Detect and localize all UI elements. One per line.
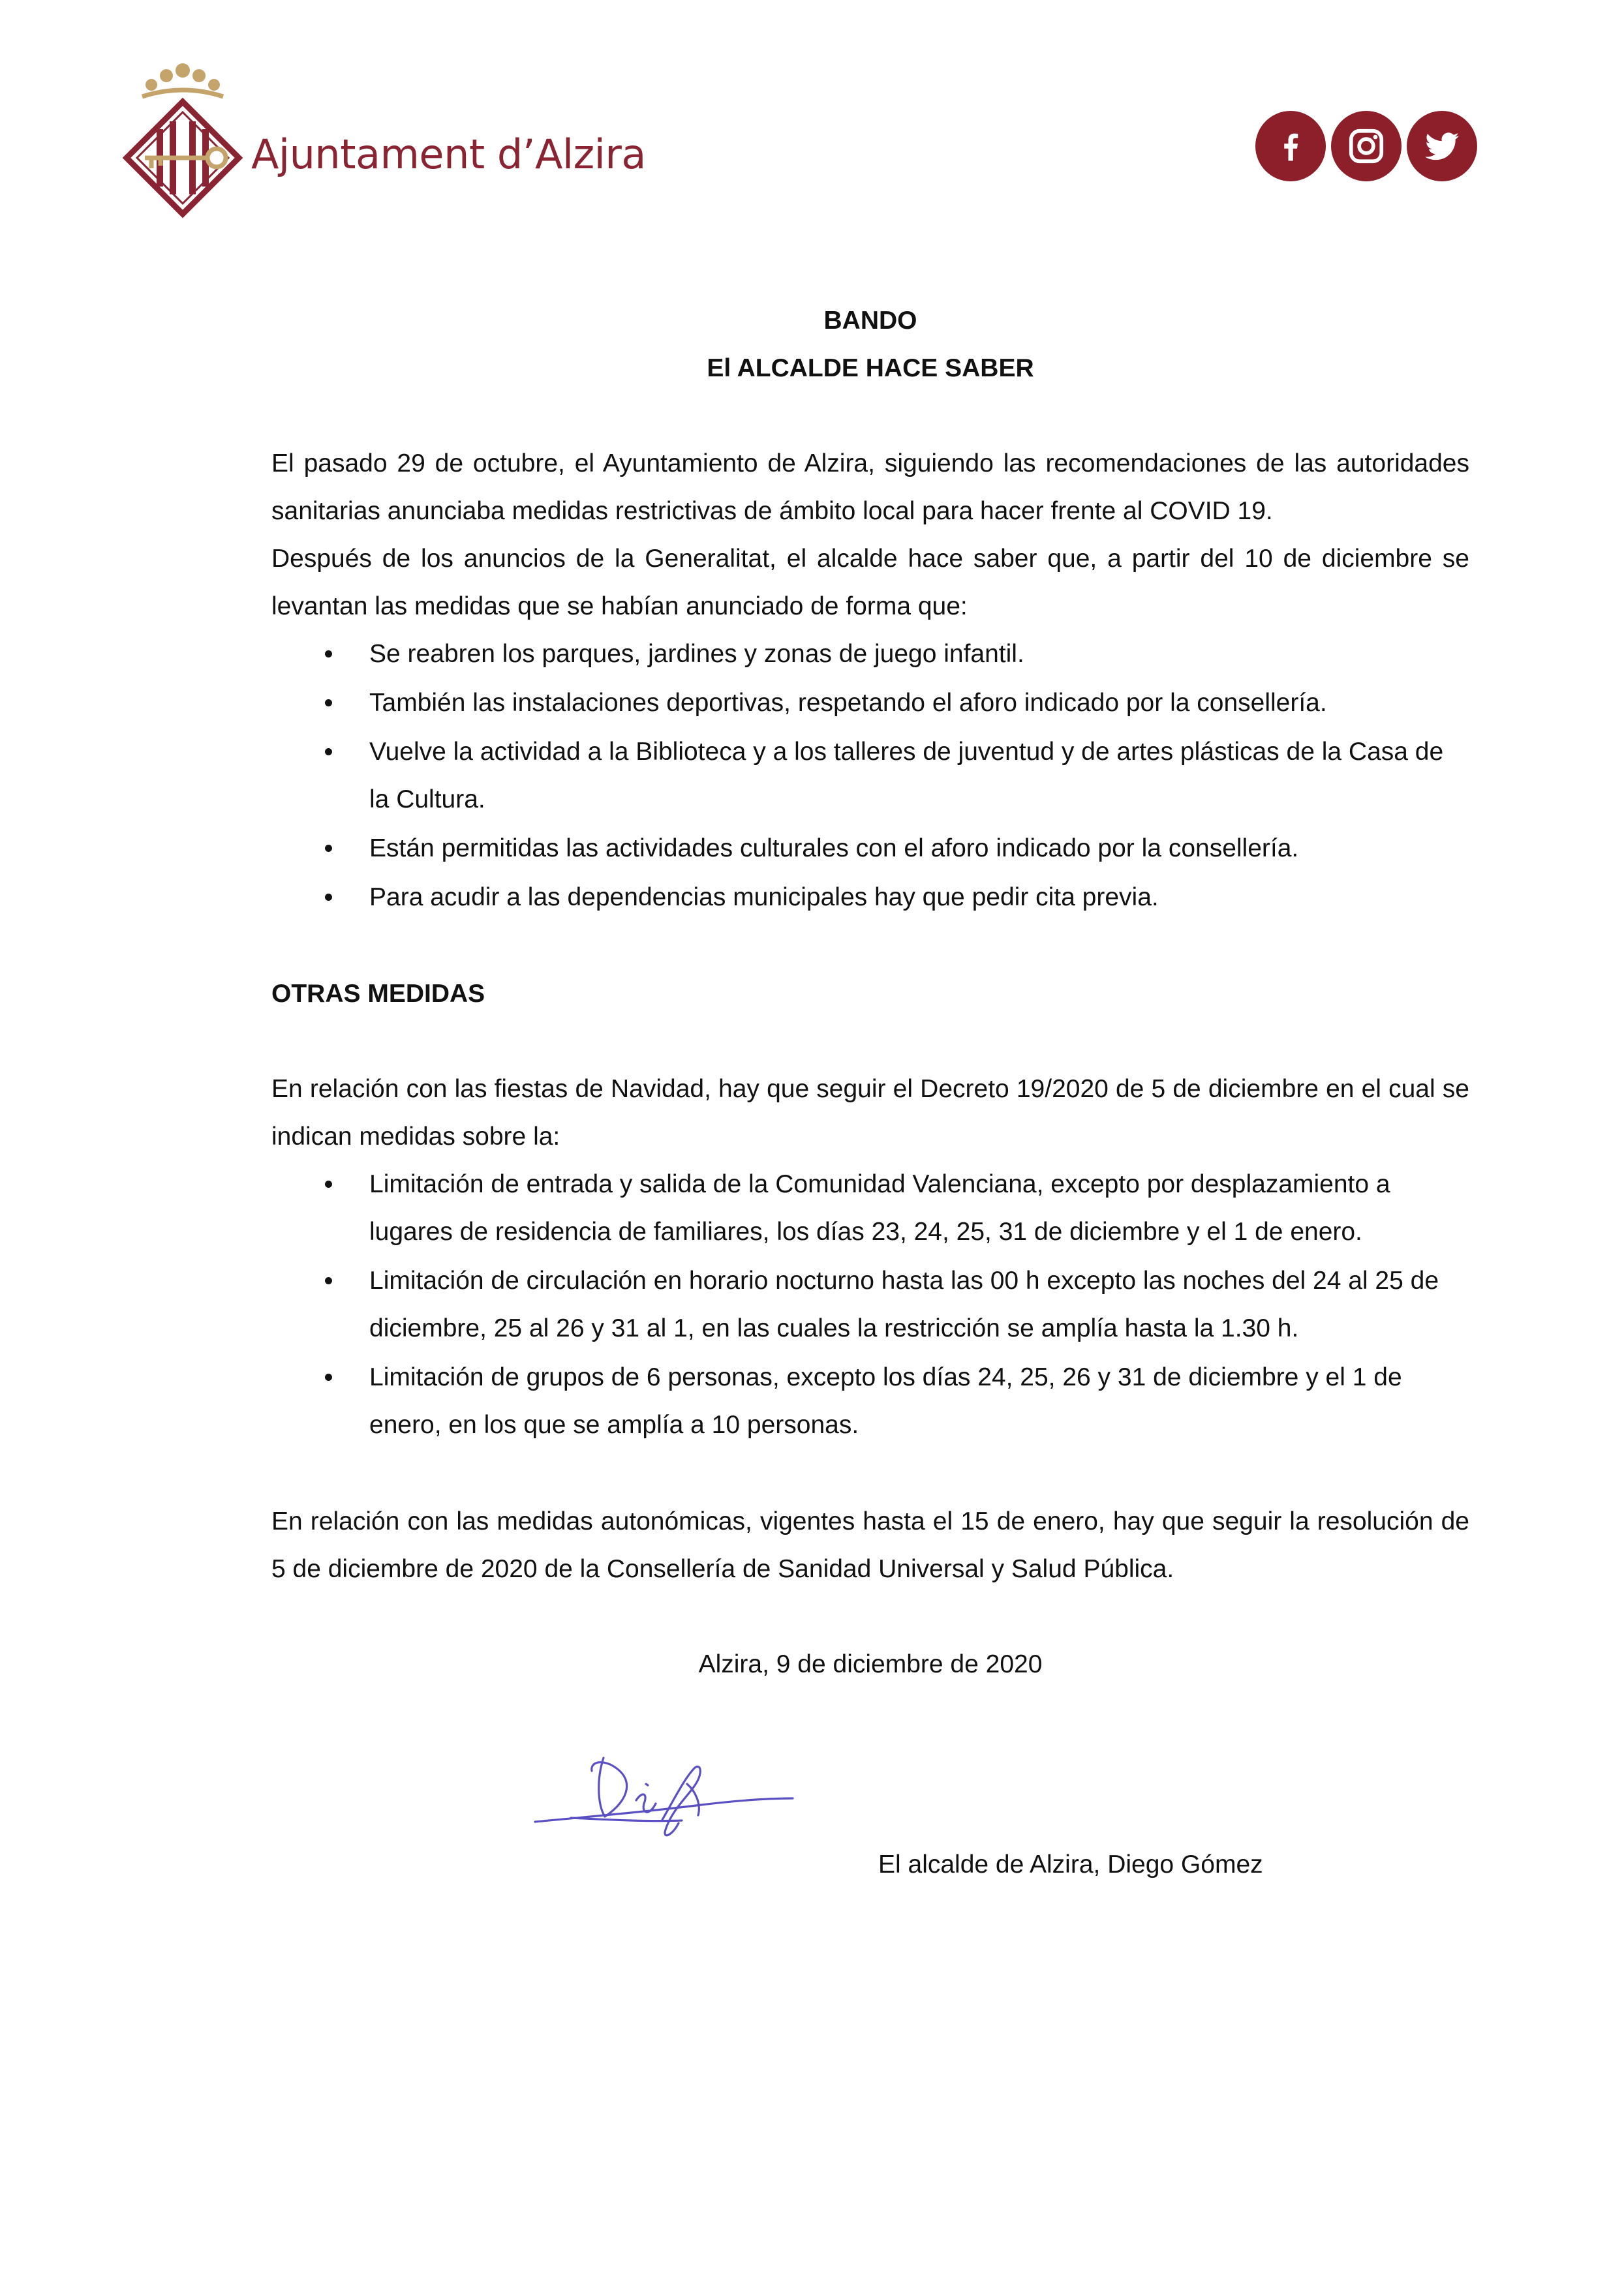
list-item: Limitación de grupos de 6 personas, excepto los días 24, 25, 26 y 31 de diciembre y el 1 de enero, en los que se amplía a 10 personas.	[271, 1353, 1469, 1449]
coat-of-arms-icon	[111, 59, 254, 228]
document-body	[271, 297, 1469, 1688]
list-item: Están permitidas las actividades culturales con el aforo indicado por la consellería.	[271, 824, 1469, 872]
paragraph-christmas: En relación con las fiestas de Navidad, hay que seguir el Decreto 19/2020 de 5 de diciembre en el cual se indican medidas sobre la:	[271, 1075, 1469, 1151]
list-item: Vuelve la actividad a la Biblioteca y a los talleres de juventud y de artes plásticas de la Casa de la Cultura.	[271, 728, 1469, 823]
list-item: Limitación de entrada y salida de la Comunidad Valenciana, excepto por desplazamiento a lugares de residencia de familiares, los días 23, 24, 25, 31 de diciembre y el 1 de enero.	[271, 1160, 1469, 1256]
city-logo	[111, 59, 646, 228]
document-title: BANDO	[823, 307, 917, 335]
lifted-measures-list	[271, 630, 1469, 921]
signature-image	[532, 1738, 858, 1869]
facebook-icon[interactable]	[1255, 111, 1326, 181]
document-date: Alzira, 9 de diciembre de 2020	[698, 1650, 1043, 1678]
list-item: Se reabren los parques, jardines y zonas de juego infantil.	[271, 630, 1469, 678]
list-item: Para acudir a las dependencias municipales hay que pedir cita previa.	[271, 873, 1469, 921]
christmas-measures-list	[271, 1160, 1469, 1449]
social-links	[1255, 111, 1477, 181]
list-item: También las instalaciones deportivas, respetando el aforo indicado por la consellería.	[271, 679, 1469, 727]
signer-name: El alcalde de Alzira, Diego Gómez	[878, 1850, 1263, 1879]
twitter-icon[interactable]	[1407, 111, 1477, 181]
document-subtitle: El ALCALDE HACE SABER	[707, 354, 1034, 382]
instagram-icon[interactable]	[1331, 111, 1402, 181]
paragraph-regional: En relación con las medidas autonómicas, vigentes hasta el 15 de enero, hay que seguir la resolución de 5 de diciembre de 2020 de la Consellería de Sanidad Universal y Salud Pública.	[271, 1507, 1469, 1583]
section-title: OTRAS MEDIDAS	[271, 980, 485, 1008]
paragraph-intro: El pasado 29 de octubre, el Ayuntamiento de Alzira, siguiendo las recomendaciones de las autoridades sanitarias anunciaba medidas restrictivas de ámbito local para hacer frente al COVID 19.	[271, 449, 1469, 525]
paragraph-announcement: Después de los anuncios de la Generalitat, el alcalde hace saber que, a partir del 10 de diciembre se levantan las medidas que se habían anunciado de forma que:	[271, 545, 1469, 620]
city-name: Ajuntament d’Alzira	[251, 130, 646, 178]
list-item: Limitación de circulación en horario nocturno hasta las 00 h excepto las noches del 24 al 25 de diciembre, 25 al 26 y 31 al 1, en las cuales la restricción se amplía hasta la 1.30 h.	[271, 1257, 1469, 1352]
